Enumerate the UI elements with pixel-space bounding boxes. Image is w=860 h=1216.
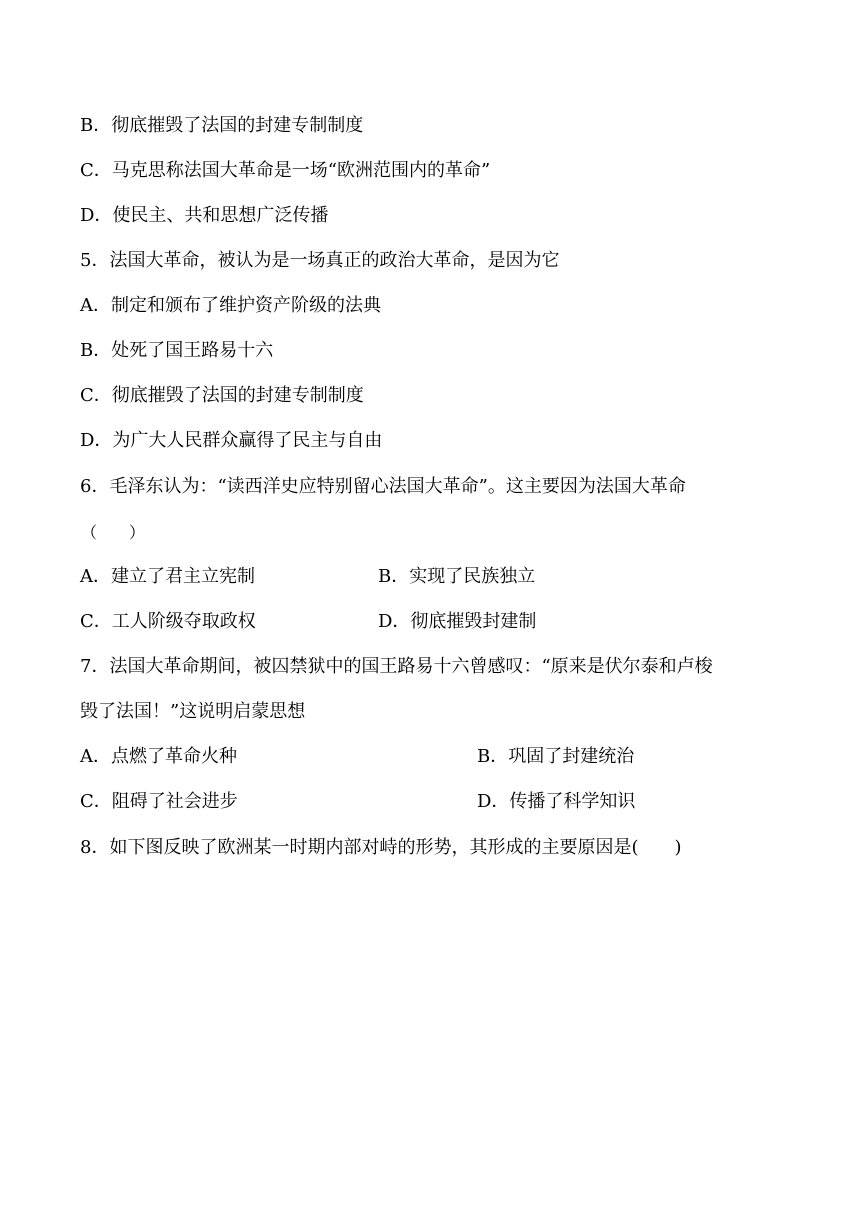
q7-option-a: A．点燃了革命火种	[80, 746, 237, 767]
q5-option-d: D．为广大人民群众赢得了民主与自由	[80, 430, 383, 451]
q4-option-b: B．彻底摧毁了法国的封建专制制度	[80, 115, 364, 136]
q7-stem-line1: 7．法国大革命期间，被囚禁狱中的国王路易十六曾感叹：“原来是伏尔泰和卢梭	[80, 656, 713, 677]
q6-option-b: B．实现了民族独立	[378, 566, 536, 587]
q7-option-d: D．传播了科学知识	[477, 791, 636, 812]
q7-option-c: C．阻碍了社会进步	[80, 791, 238, 812]
q4-option-c: C．马克思称法国大革命是一场“欧洲范围内的革命”	[80, 160, 491, 181]
q6-option-a: A．建立了君主立宪制	[80, 566, 255, 587]
q5-option-a: A．制定和颁布了维护资产阶级的法典	[80, 295, 381, 316]
q6-option-c: C．工人阶级夺取政权	[80, 611, 256, 632]
q7-stem-line2: 毁了法国！”这说明启蒙思想	[80, 701, 306, 722]
q5-stem: 5．法国大革命，被认为是一场真正的政治大革命，是因为它	[80, 250, 560, 271]
q5-option-b: B．处死了国王路易十六	[80, 340, 274, 361]
q6-answer-blank: （ ）	[81, 523, 146, 542]
q6-option-d: D．彻底摧毁封建制	[378, 611, 537, 632]
q8-stem: 8．如下图反映了欧洲某一时期内部对峙的形势，其形成的主要原因是( )	[80, 837, 682, 858]
q4-option-d: D．使民主、共和思想广泛传播	[80, 205, 329, 226]
q7-option-b: B．巩固了封建统治	[477, 746, 635, 767]
q5-option-c: C．彻底摧毁了法国的封建专制制度	[80, 385, 364, 406]
q6-stem: 6．毛泽东认为：“读西洋史应特别留心法国大革命”。这主要因为法国大革命	[80, 476, 686, 497]
